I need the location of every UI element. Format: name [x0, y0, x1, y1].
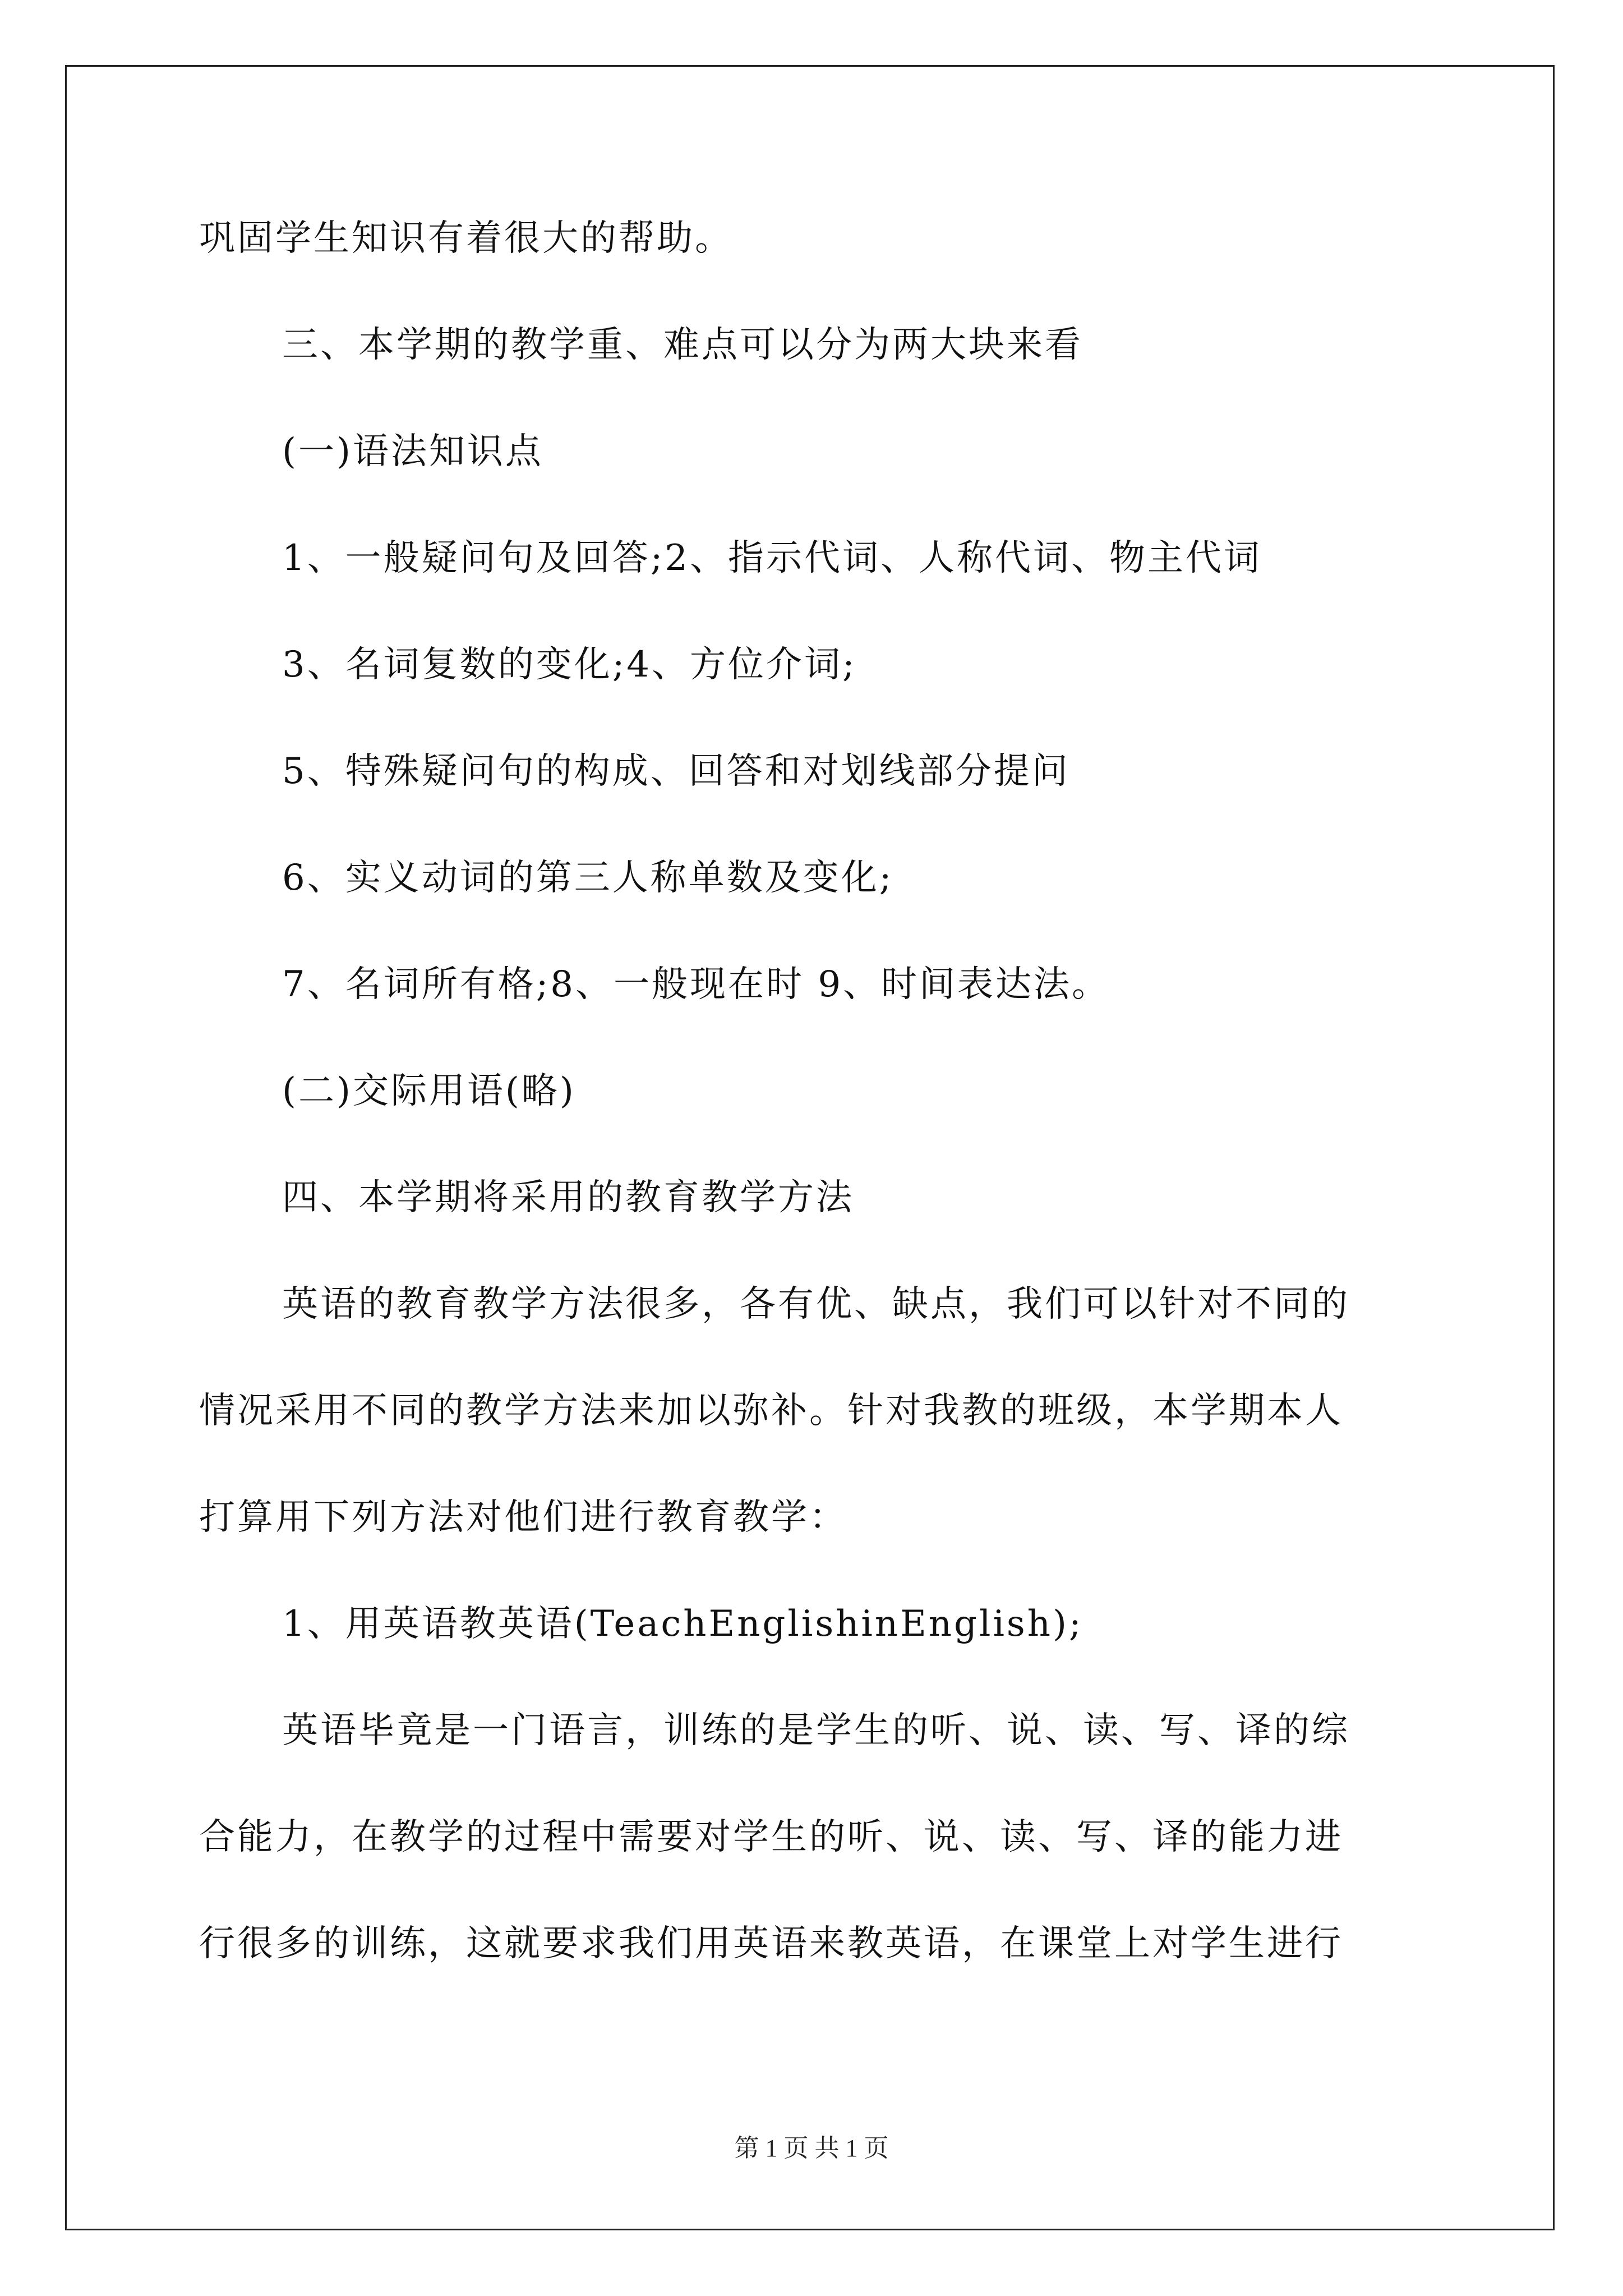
page-border: [65, 65, 1555, 2230]
paragraph-line: 合能力，在教学的过程中需要对学生的听、说、读、写、译的能力进: [199, 1816, 1343, 1858]
list-item: 5、特殊疑问句的构成、回答和对划线部分提问: [282, 751, 1070, 792]
subsection-heading: (二)交际用语(略): [282, 1070, 576, 1112]
section-heading: 三、本学期的教学重、难点可以分为两大块来看: [282, 324, 1083, 366]
paragraph-line: 打算用下列方法对他们进行教育教学：: [199, 1497, 847, 1538]
subsection-heading: (一)语法知识点: [282, 431, 543, 472]
paragraph-line: 英语的教育教学方法很多，各有优、缺点，我们可以针对不同的: [282, 1283, 1350, 1325]
paragraph-line: 英语毕竟是一门语言，训练的是学生的听、说、读、写、译的综: [282, 1710, 1350, 1751]
list-item: 6、实义动词的第三人称单数及变化;: [282, 857, 894, 899]
list-item: 3、名词复数的变化;4、方位介词;: [282, 644, 857, 685]
list-item: 1、一般疑问句及回答;2、指示代词、人称代词、物主代词: [282, 537, 1262, 579]
paragraph-line: 行很多的训练，这就要求我们用英语来教英语，在课堂上对学生进行: [199, 1923, 1343, 1964]
text-line: 巩固学生知识有着很大的帮助。: [199, 218, 733, 259]
section-heading: 四、本学期将采用的教育教学方法: [282, 1177, 854, 1218]
paragraph-line: 情况采用不同的教学方法来加以弥补。针对我教的班级，本学期本人: [199, 1390, 1343, 1432]
page-number-footer: 第 1 页 共 1 页: [734, 2134, 889, 2162]
list-item: 1、用英语教英语(TeachEnglishinEnglish);: [282, 1603, 1083, 1645]
list-item: 7、名词所有格;8、一般现在时 9、时间表达法。: [282, 964, 1110, 1005]
